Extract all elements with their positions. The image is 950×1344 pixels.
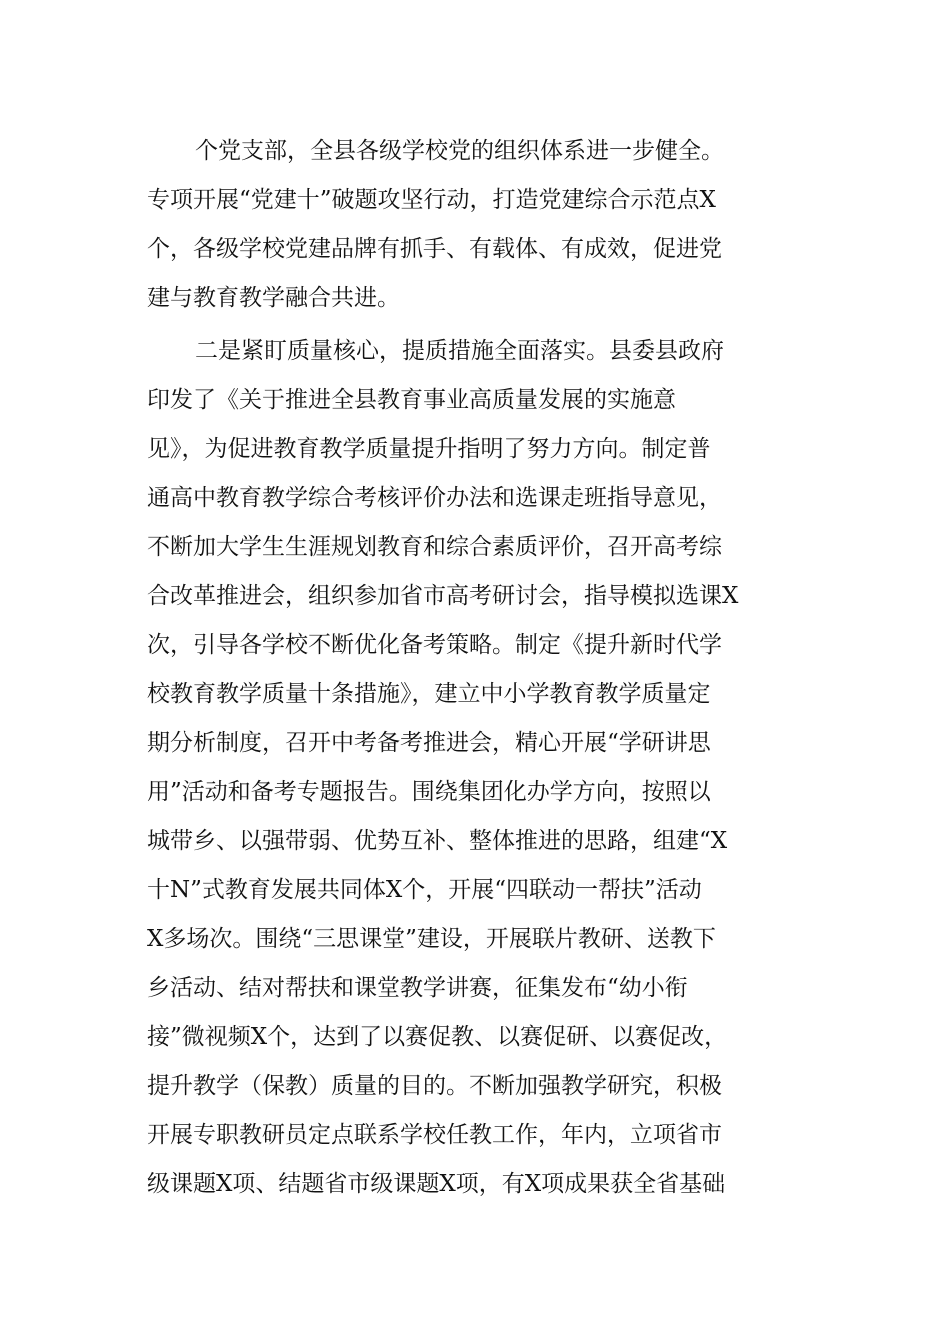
paragraph-2-line-14: 乡活动、结对帮扶和课堂教学讲赛，征集发布“幼小衔 [147, 975, 688, 1001]
paragraph-2-line-15: 接”微视频X个，达到了以赛促教、以赛促研、以赛促改， [147, 1024, 728, 1050]
paragraph-1-line-3: 个，各级学校党建品牌有抓手、有载体、有成效，促进党 [147, 236, 722, 262]
paragraph-1-line-2: 专项开展“党建十”破题攻坚行动，打造党建综合示范点X [147, 187, 716, 213]
paragraph-2-line-1: 二是紧盯质量核心，提质措施全面落实。县委县政府 [195, 338, 724, 364]
paragraph-2-line-11: 城带乡、以强带弱、优势互补、整体推进的思路，组建“X [147, 828, 728, 854]
paragraph-2-line-9: 期分析制度，召开中考备考推进会，精心开展“学研讲思 [147, 730, 711, 756]
paragraph-2-line-12: 十N”式教育发展共同体X个，开展“四联动一帮扶”活动 [147, 877, 702, 903]
paragraph-2-line-5: 不断加大学生生涯规划教育和综合素质评价，召开高考综 [147, 534, 722, 560]
paragraph-2-line-3: 见》，为促进教育教学质量提升指明了努力方向。制定普 [147, 436, 711, 462]
paragraph-2-line-8: 校教育教学质量十条措施》，建立中小学教育教学质量定 [147, 681, 711, 707]
paragraph-1-line-1: 个党支部，全县各级学校党的组织体系进一步健全。 [195, 138, 724, 164]
paragraph-2-line-4: 通高中教育教学综合考核评价办法和选课走班指导意见， [147, 485, 722, 511]
paragraph-2-line-16: 提升教学（保教）质量的目的。不断加强教学研究，积极 [147, 1073, 722, 1099]
paragraph-1-line-4: 建与教育教学融合共进。 [147, 285, 400, 311]
paragraph-2-line-7: 次，引导各学校不断优化备考策略。制定《提升新时代学 [147, 632, 722, 658]
paragraph-2-line-17: 开展专职教研员定点联系学校任教工作，年内，立项省市 [147, 1122, 722, 1148]
paragraph-2-line-18: 级课题X项、结题省市级课题X项，有X项成果获全省基础 [147, 1171, 726, 1197]
paragraph-2-line-2: 印发了《关于推进全县教育事业高质量发展的实施意 [147, 387, 676, 413]
paragraph-2-line-13: X多场次。围绕“三思课堂”建设，开展联片教研、送教下 [147, 926, 716, 952]
paragraph-2-line-6: 合改革推进会，组织参加省市高考研讨会，指导模拟选课X [147, 583, 739, 609]
paragraph-2-line-10: 用”活动和备考专题报告。围绕集团化办学方向，按照以 [147, 779, 711, 805]
